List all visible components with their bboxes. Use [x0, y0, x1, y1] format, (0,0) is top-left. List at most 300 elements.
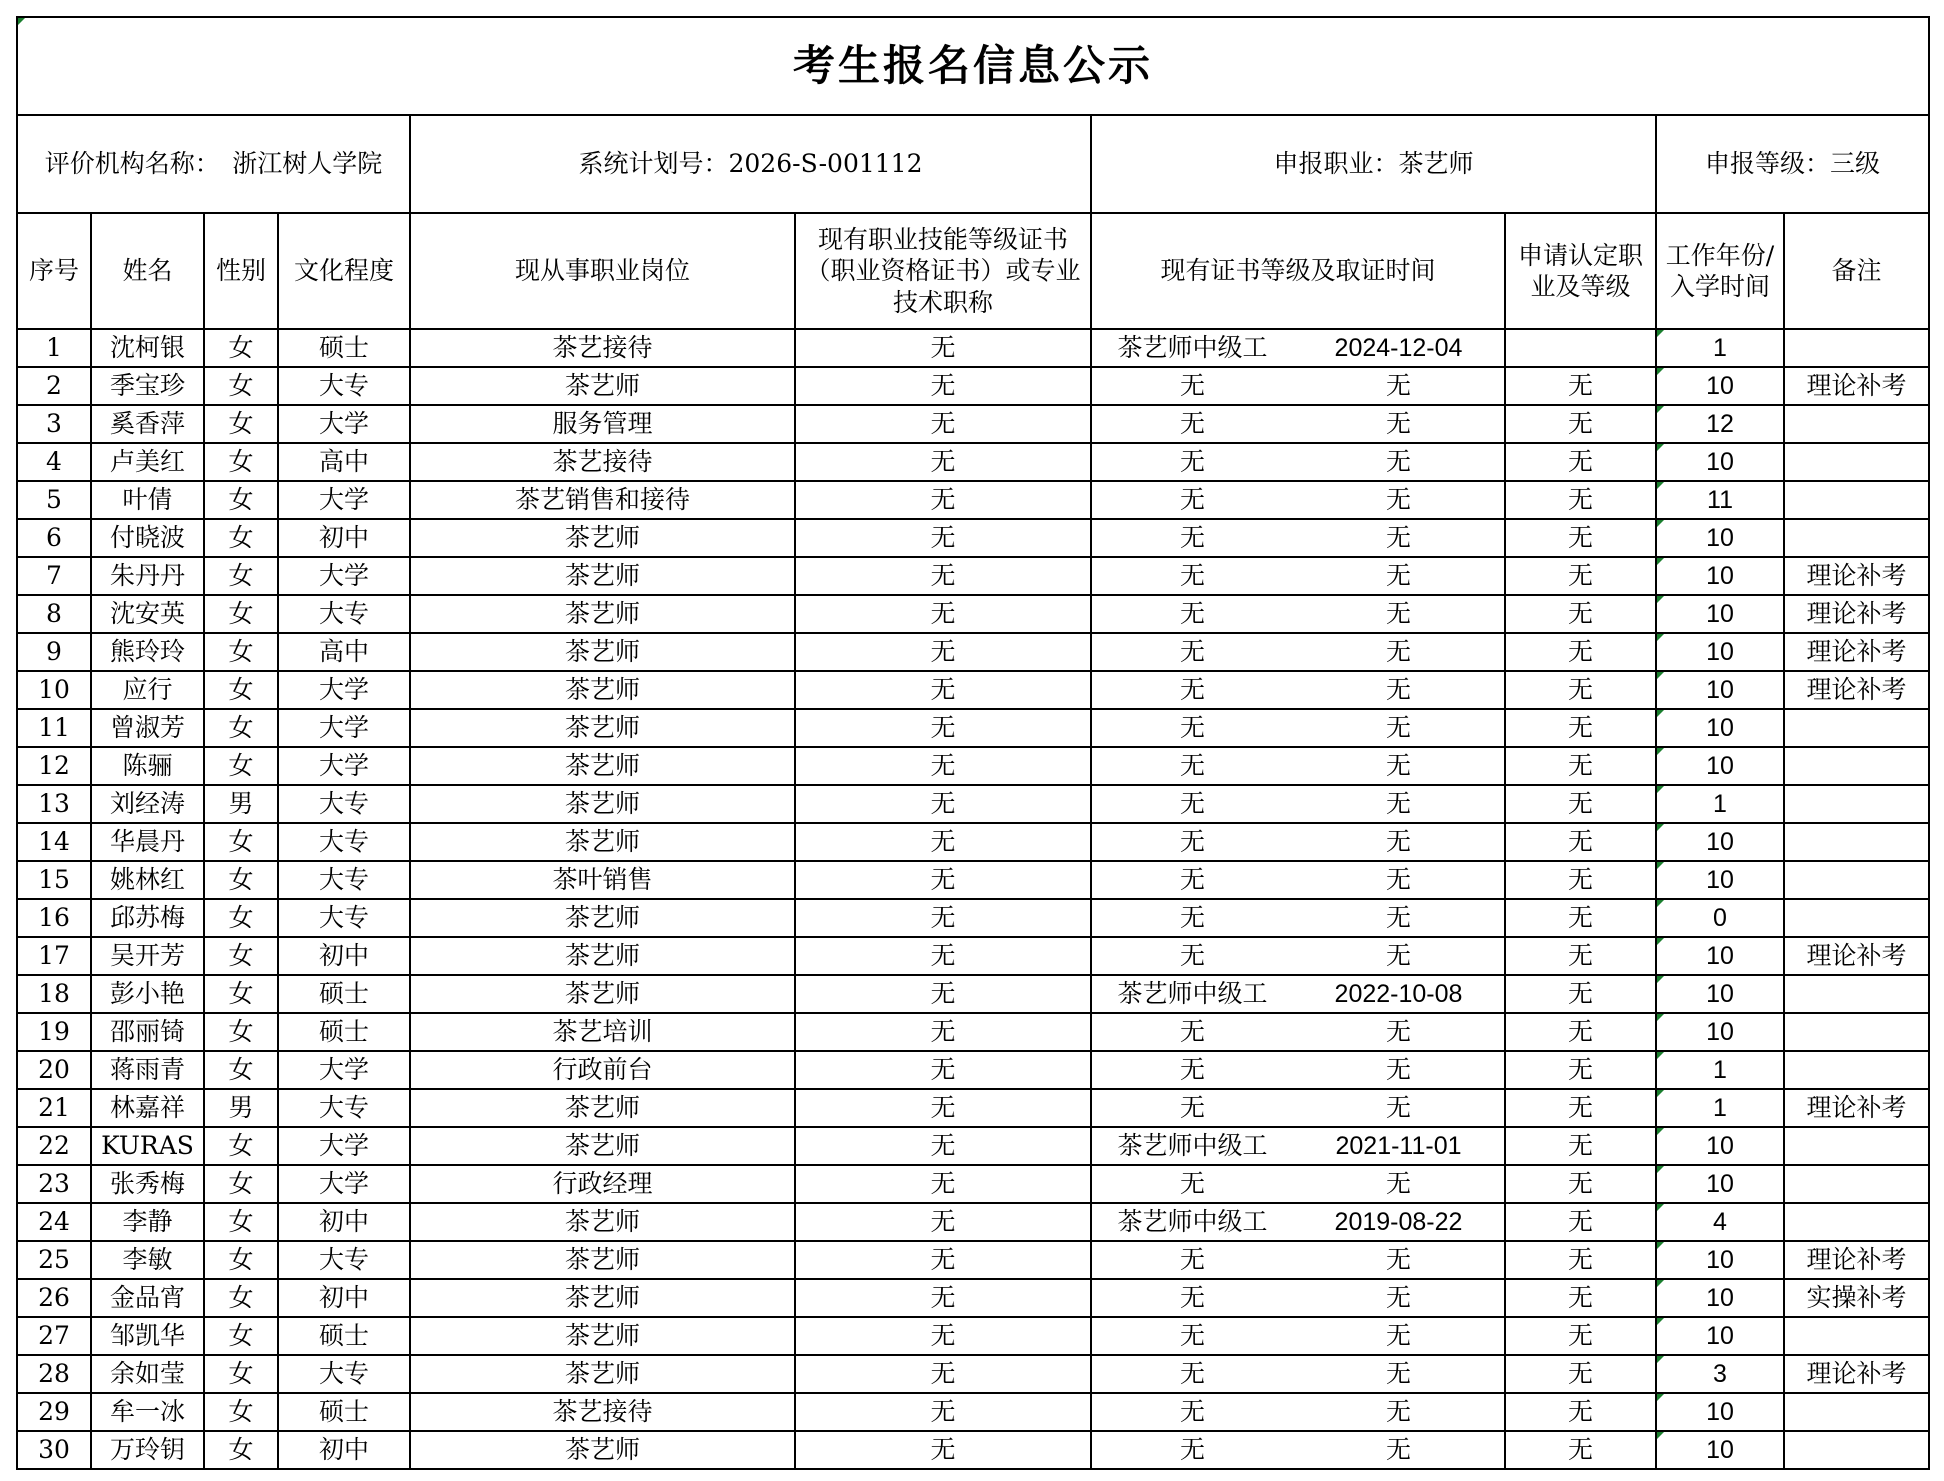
- cell-education[interactable]: 高中: [278, 443, 410, 481]
- cell-certificate[interactable]: 无: [795, 1203, 1091, 1241]
- cell-cert-date[interactable]: 无: [1293, 633, 1505, 671]
- cell-work-years[interactable]: 1: [1656, 1089, 1784, 1127]
- cell-applied-level[interactable]: 无: [1505, 671, 1656, 709]
- cell-cert-level[interactable]: 茶艺师中级工: [1091, 329, 1293, 367]
- cell-name[interactable]: 刘经涛: [91, 785, 204, 823]
- cell-index[interactable]: 19: [17, 1013, 91, 1051]
- cell-education[interactable]: 硕士: [278, 975, 410, 1013]
- col-header-name[interactable]: 姓名: [91, 213, 204, 329]
- cell-certificate[interactable]: 无: [795, 329, 1091, 367]
- cell-job[interactable]: 茶艺师: [410, 1241, 795, 1279]
- cell-index[interactable]: 12: [17, 747, 91, 785]
- cell-cert-date[interactable]: 无: [1293, 1431, 1505, 1469]
- cell-applied-level[interactable]: 无: [1505, 1013, 1656, 1051]
- cell-job[interactable]: 茶艺培训: [410, 1013, 795, 1051]
- cell-cert-date[interactable]: 无: [1293, 443, 1505, 481]
- cell-cert-date[interactable]: 2021-11-01: [1293, 1127, 1505, 1165]
- cell-applied-level[interactable]: 无: [1505, 1317, 1656, 1355]
- cell-applied-level[interactable]: 无: [1505, 709, 1656, 747]
- cell-certificate[interactable]: 无: [795, 747, 1091, 785]
- cell-certificate[interactable]: 无: [795, 1279, 1091, 1317]
- cell-name[interactable]: 曾淑芳: [91, 709, 204, 747]
- col-header-work-years[interactable]: 工作年份/入学时间: [1656, 213, 1784, 329]
- cell-applied-level[interactable]: 无: [1505, 481, 1656, 519]
- cell-certificate[interactable]: 无: [795, 899, 1091, 937]
- cell-certificate[interactable]: 无: [795, 443, 1091, 481]
- cell-certificate[interactable]: 无: [795, 975, 1091, 1013]
- cell-cert-date[interactable]: 无: [1293, 785, 1505, 823]
- cell-index[interactable]: 10: [17, 671, 91, 709]
- cell-job[interactable]: 茶艺接待: [410, 443, 795, 481]
- cell-cert-date[interactable]: 无: [1293, 1089, 1505, 1127]
- cell-cert-date[interactable]: 2024-12-04: [1293, 329, 1505, 367]
- cell-work-years[interactable]: 10: [1656, 747, 1784, 785]
- cell-cert-date[interactable]: 2019-08-22: [1293, 1203, 1505, 1241]
- cell-cert-date[interactable]: 无: [1293, 1393, 1505, 1431]
- cell-gender[interactable]: 女: [204, 671, 278, 709]
- cell-remark[interactable]: [1784, 709, 1929, 747]
- cell-gender[interactable]: 女: [204, 937, 278, 975]
- col-header-job[interactable]: 现从事职业岗位: [410, 213, 795, 329]
- cell-cert-date[interactable]: 无: [1293, 899, 1505, 937]
- cell-work-years[interactable]: 12: [1656, 405, 1784, 443]
- cell-gender[interactable]: 女: [204, 823, 278, 861]
- cell-job[interactable]: 茶艺师: [410, 709, 795, 747]
- cell-job[interactable]: 茶艺师: [410, 1089, 795, 1127]
- cell-work-years[interactable]: 10: [1656, 937, 1784, 975]
- cell-work-years[interactable]: 10: [1656, 709, 1784, 747]
- cell-job[interactable]: 茶艺师: [410, 785, 795, 823]
- cell-education[interactable]: 大学: [278, 405, 410, 443]
- cell-work-years[interactable]: 10: [1656, 671, 1784, 709]
- cell-education[interactable]: 硕士: [278, 1317, 410, 1355]
- cell-work-years[interactable]: 10: [1656, 557, 1784, 595]
- cell-job[interactable]: 服务管理: [410, 405, 795, 443]
- cell-index[interactable]: 7: [17, 557, 91, 595]
- cell-index[interactable]: 28: [17, 1355, 91, 1393]
- cell-index[interactable]: 20: [17, 1051, 91, 1089]
- cell-gender[interactable]: 女: [204, 747, 278, 785]
- cell-applied-level[interactable]: 无: [1505, 1431, 1656, 1469]
- cell-gender[interactable]: 女: [204, 367, 278, 405]
- cell-work-years[interactable]: 0: [1656, 899, 1784, 937]
- cell-certificate[interactable]: 无: [795, 1013, 1091, 1051]
- cell-work-years[interactable]: 10: [1656, 1317, 1784, 1355]
- cell-index[interactable]: 22: [17, 1127, 91, 1165]
- cell-remark[interactable]: 理论补考: [1784, 595, 1929, 633]
- cell-work-years[interactable]: 10: [1656, 1431, 1784, 1469]
- cell-gender[interactable]: 女: [204, 1013, 278, 1051]
- cell-cert-level[interactable]: 无: [1091, 785, 1293, 823]
- cell-education[interactable]: 高中: [278, 633, 410, 671]
- cell-cert-date[interactable]: 无: [1293, 1279, 1505, 1317]
- cell-certificate[interactable]: 无: [795, 519, 1091, 557]
- cell-cert-level[interactable]: 无: [1091, 1279, 1293, 1317]
- cell-index[interactable]: 29: [17, 1393, 91, 1431]
- cell-applied-level[interactable]: 无: [1505, 1051, 1656, 1089]
- cell-gender[interactable]: 女: [204, 1203, 278, 1241]
- cell-cert-level[interactable]: 无: [1091, 405, 1293, 443]
- cell-applied-level[interactable]: 无: [1505, 1089, 1656, 1127]
- cell-certificate[interactable]: 无: [795, 405, 1091, 443]
- cell-cert-level[interactable]: 无: [1091, 861, 1293, 899]
- cell-work-years[interactable]: 1: [1656, 329, 1784, 367]
- cell-cert-date[interactable]: 无: [1293, 861, 1505, 899]
- cell-name[interactable]: 熊玲玲: [91, 633, 204, 671]
- cell-applied-level[interactable]: 无: [1505, 1165, 1656, 1203]
- cell-index[interactable]: 26: [17, 1279, 91, 1317]
- cell-index[interactable]: 21: [17, 1089, 91, 1127]
- cell-remark[interactable]: [1784, 481, 1929, 519]
- cell-remark[interactable]: 理论补考: [1784, 937, 1929, 975]
- cell-applied-level[interactable]: 无: [1505, 405, 1656, 443]
- cell-remark[interactable]: [1784, 823, 1929, 861]
- cell-applied-level[interactable]: 无: [1505, 975, 1656, 1013]
- cell-remark[interactable]: 理论补考: [1784, 633, 1929, 671]
- cell-cert-level[interactable]: 无: [1091, 367, 1293, 405]
- cell-cert-date[interactable]: 无: [1293, 1013, 1505, 1051]
- cell-education[interactable]: 大学: [278, 1127, 410, 1165]
- cell-index[interactable]: 30: [17, 1431, 91, 1469]
- cell-cert-level[interactable]: 无: [1091, 481, 1293, 519]
- cell-name[interactable]: 牟一冰: [91, 1393, 204, 1431]
- cell-index[interactable]: 24: [17, 1203, 91, 1241]
- cell-education[interactable]: 大学: [278, 747, 410, 785]
- cell-cert-level[interactable]: 无: [1091, 1051, 1293, 1089]
- cell-job[interactable]: 茶艺师: [410, 1127, 795, 1165]
- cell-job[interactable]: 茶艺师: [410, 899, 795, 937]
- cell-cert-date[interactable]: 无: [1293, 1317, 1505, 1355]
- cell-name[interactable]: 邹凯华: [91, 1317, 204, 1355]
- cell-job[interactable]: 茶艺接待: [410, 1393, 795, 1431]
- cell-job[interactable]: 茶艺师: [410, 1355, 795, 1393]
- cell-education[interactable]: 大专: [278, 1089, 410, 1127]
- cell-gender[interactable]: 女: [204, 633, 278, 671]
- cell-work-years[interactable]: 10: [1656, 1279, 1784, 1317]
- cell-applied-level[interactable]: 无: [1505, 1393, 1656, 1431]
- cell-cert-date[interactable]: 无: [1293, 595, 1505, 633]
- col-header-education[interactable]: 文化程度: [278, 213, 410, 329]
- cell-gender[interactable]: 女: [204, 861, 278, 899]
- cell-education[interactable]: 初中: [278, 1203, 410, 1241]
- cell-name[interactable]: 蒋雨青: [91, 1051, 204, 1089]
- cell-applied-level[interactable]: 无: [1505, 1355, 1656, 1393]
- cell-name[interactable]: 李敏: [91, 1241, 204, 1279]
- cell-name[interactable]: 邱苏梅: [91, 899, 204, 937]
- cell-work-years[interactable]: 10: [1656, 1393, 1784, 1431]
- cell-certificate[interactable]: 无: [795, 937, 1091, 975]
- cell-work-years[interactable]: 11: [1656, 481, 1784, 519]
- cell-gender[interactable]: 女: [204, 1051, 278, 1089]
- cell-applied-level[interactable]: 无: [1505, 823, 1656, 861]
- cell-name[interactable]: 朱丹丹: [91, 557, 204, 595]
- cell-remark[interactable]: [1784, 1165, 1929, 1203]
- cell-name[interactable]: 李静: [91, 1203, 204, 1241]
- cell-gender[interactable]: 女: [204, 557, 278, 595]
- cell-name[interactable]: 奚香萍: [91, 405, 204, 443]
- cell-applied-level[interactable]: 无: [1505, 937, 1656, 975]
- cell-applied-level[interactable]: 无: [1505, 367, 1656, 405]
- cell-applied-level[interactable]: 无: [1505, 747, 1656, 785]
- cell-cert-date[interactable]: 无: [1293, 747, 1505, 785]
- cell-certificate[interactable]: 无: [795, 1089, 1091, 1127]
- cell-cert-level[interactable]: 茶艺师中级工: [1091, 975, 1293, 1013]
- cell-certificate[interactable]: 无: [795, 1127, 1091, 1165]
- cell-cert-level[interactable]: 无: [1091, 1317, 1293, 1355]
- cell-work-years[interactable]: 10: [1656, 443, 1784, 481]
- cell-name[interactable]: 季宝珍: [91, 367, 204, 405]
- cell-education[interactable]: 硕士: [278, 329, 410, 367]
- cell-index[interactable]: 25: [17, 1241, 91, 1279]
- cell-education[interactable]: 大专: [278, 861, 410, 899]
- cell-gender[interactable]: 女: [204, 1393, 278, 1431]
- cell-name[interactable]: 邵丽锜: [91, 1013, 204, 1051]
- cell-job[interactable]: 茶艺师: [410, 975, 795, 1013]
- cell-remark[interactable]: 理论补考: [1784, 1241, 1929, 1279]
- cell-cert-level[interactable]: 无: [1091, 671, 1293, 709]
- cell-name[interactable]: 金品宵: [91, 1279, 204, 1317]
- cell-applied-level[interactable]: 无: [1505, 443, 1656, 481]
- cell-remark[interactable]: 实操补考: [1784, 1279, 1929, 1317]
- cell-certificate[interactable]: 无: [795, 1317, 1091, 1355]
- cell-cert-level[interactable]: 无: [1091, 899, 1293, 937]
- cell-remark[interactable]: [1784, 405, 1929, 443]
- cell-gender[interactable]: 男: [204, 785, 278, 823]
- cell-education[interactable]: 大学: [278, 1051, 410, 1089]
- cell-job[interactable]: 行政经理: [410, 1165, 795, 1203]
- cell-cert-date[interactable]: 无: [1293, 1165, 1505, 1203]
- cell-certificate[interactable]: 无: [795, 367, 1091, 405]
- org-name[interactable]: 评价机构名称： 浙江树人学院: [17, 115, 410, 213]
- cell-index[interactable]: 8: [17, 595, 91, 633]
- cell-job[interactable]: 茶艺师: [410, 747, 795, 785]
- cell-job[interactable]: 茶艺销售和接待: [410, 481, 795, 519]
- col-header-gender[interactable]: 性别: [204, 213, 278, 329]
- cell-cert-level[interactable]: 无: [1091, 937, 1293, 975]
- cell-gender[interactable]: 女: [204, 1317, 278, 1355]
- cell-name[interactable]: 华晨丹: [91, 823, 204, 861]
- cell-name[interactable]: 吴开芳: [91, 937, 204, 975]
- cell-index[interactable]: 9: [17, 633, 91, 671]
- cell-index[interactable]: 13: [17, 785, 91, 823]
- cell-gender[interactable]: 女: [204, 1127, 278, 1165]
- cell-remark[interactable]: 理论补考: [1784, 1089, 1929, 1127]
- level[interactable]: 申报等级：三级: [1656, 115, 1929, 213]
- cell-index[interactable]: 23: [17, 1165, 91, 1203]
- cell-name[interactable]: 张秀梅: [91, 1165, 204, 1203]
- cell-cert-date[interactable]: 无: [1293, 481, 1505, 519]
- cell-name[interactable]: 付晓波: [91, 519, 204, 557]
- cell-education[interactable]: 大专: [278, 823, 410, 861]
- cell-job[interactable]: 茶艺师: [410, 937, 795, 975]
- cell-work-years[interactable]: 10: [1656, 595, 1784, 633]
- cell-index[interactable]: 27: [17, 1317, 91, 1355]
- cell-certificate[interactable]: 无: [795, 595, 1091, 633]
- cell-job[interactable]: 茶艺师: [410, 1279, 795, 1317]
- cell-index[interactable]: 16: [17, 899, 91, 937]
- cell-work-years[interactable]: 10: [1656, 861, 1784, 899]
- cell-cert-date[interactable]: 无: [1293, 367, 1505, 405]
- col-header-index[interactable]: 序号: [17, 213, 91, 329]
- cell-cert-date[interactable]: 无: [1293, 671, 1505, 709]
- cell-certificate[interactable]: 无: [795, 1431, 1091, 1469]
- cell-gender[interactable]: 女: [204, 1165, 278, 1203]
- cell-applied-level[interactable]: 无: [1505, 1279, 1656, 1317]
- cell-index[interactable]: 4: [17, 443, 91, 481]
- cell-work-years[interactable]: 1: [1656, 785, 1784, 823]
- cell-certificate[interactable]: 无: [795, 1165, 1091, 1203]
- cell-job[interactable]: 茶艺师: [410, 1317, 795, 1355]
- cell-certificate[interactable]: 无: [795, 861, 1091, 899]
- cell-work-years[interactable]: 3: [1656, 1355, 1784, 1393]
- cell-applied-level[interactable]: 无: [1505, 519, 1656, 557]
- cell-work-years[interactable]: 10: [1656, 823, 1784, 861]
- cell-applied-level[interactable]: 无: [1505, 633, 1656, 671]
- cell-cert-level[interactable]: 无: [1091, 443, 1293, 481]
- cell-cert-level[interactable]: 无: [1091, 1241, 1293, 1279]
- cell-applied-level[interactable]: 无: [1505, 1241, 1656, 1279]
- cell-cert-level[interactable]: 无: [1091, 519, 1293, 557]
- cell-gender[interactable]: 女: [204, 481, 278, 519]
- cell-cert-level[interactable]: 无: [1091, 1089, 1293, 1127]
- cell-certificate[interactable]: 无: [795, 1393, 1091, 1431]
- cell-remark[interactable]: [1784, 1203, 1929, 1241]
- cell-certificate[interactable]: 无: [795, 557, 1091, 595]
- cell-education[interactable]: 大专: [278, 1241, 410, 1279]
- cell-cert-level[interactable]: 无: [1091, 595, 1293, 633]
- cell-remark[interactable]: [1784, 785, 1929, 823]
- cell-education[interactable]: 大学: [278, 709, 410, 747]
- cell-remark[interactable]: [1784, 1051, 1929, 1089]
- cell-remark[interactable]: [1784, 443, 1929, 481]
- occupation[interactable]: 申报职业：茶艺师: [1091, 115, 1656, 213]
- cell-job[interactable]: 茶艺师: [410, 1203, 795, 1241]
- cell-work-years[interactable]: 10: [1656, 1127, 1784, 1165]
- cell-index[interactable]: 17: [17, 937, 91, 975]
- cell-remark[interactable]: [1784, 861, 1929, 899]
- cell-applied-level[interactable]: [1505, 329, 1656, 367]
- cell-gender[interactable]: 女: [204, 443, 278, 481]
- cell-gender[interactable]: 男: [204, 1089, 278, 1127]
- cell-work-years[interactable]: 10: [1656, 1165, 1784, 1203]
- cell-certificate[interactable]: 无: [795, 823, 1091, 861]
- cell-name[interactable]: 万玲钥: [91, 1431, 204, 1469]
- cell-name[interactable]: 余如莹: [91, 1355, 204, 1393]
- cell-gender[interactable]: 女: [204, 1355, 278, 1393]
- col-header-applied-level[interactable]: 申请认定职业及等级: [1505, 213, 1656, 329]
- cell-applied-level[interactable]: 无: [1505, 1203, 1656, 1241]
- cell-education[interactable]: 大学: [278, 481, 410, 519]
- cell-job[interactable]: 茶艺师: [410, 519, 795, 557]
- cell-cert-level[interactable]: 无: [1091, 1355, 1293, 1393]
- cell-name[interactable]: 林嘉祥: [91, 1089, 204, 1127]
- cell-remark[interactable]: 理论补考: [1784, 1355, 1929, 1393]
- cell-remark[interactable]: [1784, 519, 1929, 557]
- cell-applied-level[interactable]: 无: [1505, 595, 1656, 633]
- col-header-remark[interactable]: 备注: [1784, 213, 1929, 329]
- cell-job[interactable]: 茶艺师: [410, 633, 795, 671]
- cell-remark[interactable]: 理论补考: [1784, 557, 1929, 595]
- cell-name[interactable]: 叶倩: [91, 481, 204, 519]
- cell-index[interactable]: 5: [17, 481, 91, 519]
- cell-certificate[interactable]: 无: [795, 481, 1091, 519]
- cell-job[interactable]: 茶艺师: [410, 557, 795, 595]
- cell-gender[interactable]: 女: [204, 1279, 278, 1317]
- cell-certificate[interactable]: 无: [795, 1355, 1091, 1393]
- cell-cert-date[interactable]: 无: [1293, 709, 1505, 747]
- cell-index[interactable]: 11: [17, 709, 91, 747]
- cell-cert-level[interactable]: 无: [1091, 557, 1293, 595]
- cell-applied-level[interactable]: 无: [1505, 557, 1656, 595]
- cell-cert-level[interactable]: 无: [1091, 747, 1293, 785]
- cell-cert-date[interactable]: 无: [1293, 937, 1505, 975]
- cell-index[interactable]: 14: [17, 823, 91, 861]
- cell-name[interactable]: 沈柯银: [91, 329, 204, 367]
- cell-index[interactable]: 6: [17, 519, 91, 557]
- cell-index[interactable]: 1: [17, 329, 91, 367]
- cell-certificate[interactable]: 无: [795, 633, 1091, 671]
- cell-certificate[interactable]: 无: [795, 1241, 1091, 1279]
- cell-education[interactable]: 硕士: [278, 1393, 410, 1431]
- cell-job[interactable]: 茶叶销售: [410, 861, 795, 899]
- cell-applied-level[interactable]: 无: [1505, 861, 1656, 899]
- cell-cert-level[interactable]: 茶艺师中级工: [1091, 1127, 1293, 1165]
- cell-education[interactable]: 初中: [278, 1431, 410, 1469]
- cell-job[interactable]: 茶艺师: [410, 823, 795, 861]
- cell-work-years[interactable]: 10: [1656, 975, 1784, 1013]
- cell-cert-level[interactable]: 无: [1091, 709, 1293, 747]
- cell-cert-level[interactable]: 茶艺师中级工: [1091, 1203, 1293, 1241]
- cell-education[interactable]: 初中: [278, 519, 410, 557]
- cell-remark[interactable]: [1784, 1013, 1929, 1051]
- cell-cert-level[interactable]: 无: [1091, 633, 1293, 671]
- cell-name[interactable]: 应行: [91, 671, 204, 709]
- cell-work-years[interactable]: 10: [1656, 633, 1784, 671]
- cell-cert-date[interactable]: 无: [1293, 557, 1505, 595]
- cell-work-years[interactable]: 10: [1656, 519, 1784, 557]
- cell-remark[interactable]: [1784, 975, 1929, 1013]
- cell-certificate[interactable]: 无: [795, 785, 1091, 823]
- cell-remark[interactable]: 理论补考: [1784, 367, 1929, 405]
- cell-name[interactable]: 姚林红: [91, 861, 204, 899]
- cell-certificate[interactable]: 无: [795, 1051, 1091, 1089]
- cell-gender[interactable]: 女: [204, 975, 278, 1013]
- cell-cert-date[interactable]: 2022-10-08: [1293, 975, 1505, 1013]
- cell-job[interactable]: 茶艺师: [410, 367, 795, 405]
- cell-education[interactable]: 初中: [278, 937, 410, 975]
- cell-education[interactable]: 大专: [278, 785, 410, 823]
- cell-education[interactable]: 大学: [278, 671, 410, 709]
- cell-cert-date[interactable]: 无: [1293, 1241, 1505, 1279]
- cell-education[interactable]: 大学: [278, 557, 410, 595]
- cell-job[interactable]: 行政前台: [410, 1051, 795, 1089]
- cell-work-years[interactable]: 10: [1656, 1013, 1784, 1051]
- cell-education[interactable]: 大专: [278, 899, 410, 937]
- cell-cert-date[interactable]: 无: [1293, 519, 1505, 557]
- cell-education[interactable]: 大学: [278, 1165, 410, 1203]
- cell-work-years[interactable]: 10: [1656, 367, 1784, 405]
- cell-cert-level[interactable]: 无: [1091, 1393, 1293, 1431]
- cell-education[interactable]: 大专: [278, 595, 410, 633]
- cell-name[interactable]: 卢美红: [91, 443, 204, 481]
- cell-job[interactable]: 茶艺师: [410, 1431, 795, 1469]
- cell-job[interactable]: 茶艺师: [410, 595, 795, 633]
- cell-remark[interactable]: [1784, 1431, 1929, 1469]
- cell-education[interactable]: 初中: [278, 1279, 410, 1317]
- cell-name[interactable]: 沈安英: [91, 595, 204, 633]
- col-header-cert-level-date[interactable]: 现有证书等级及取证时间: [1091, 213, 1505, 329]
- cell-index[interactable]: 15: [17, 861, 91, 899]
